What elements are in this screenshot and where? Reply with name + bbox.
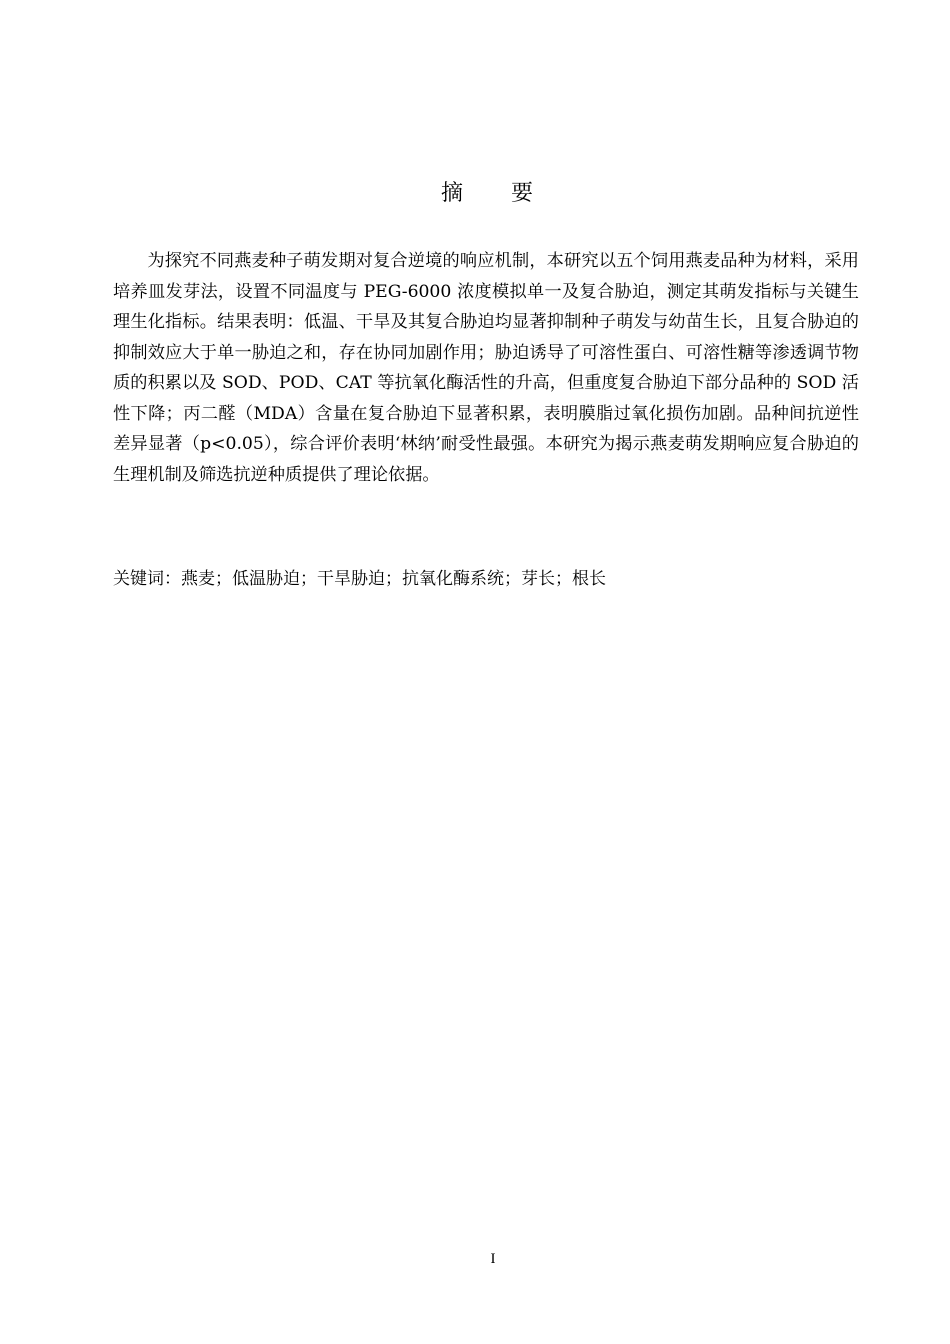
page-number: I	[490, 1251, 496, 1267]
heading-char-2: 要	[511, 181, 534, 206]
heading-char-1: 摘	[440, 181, 463, 206]
keywords-list: 燕麦；低温胁迫；干旱胁迫；抗氧化酶系统；芽长；根长	[181, 569, 606, 589]
abstract-body: 为探究不同燕麦种子萌发期对复合逆境的响应机制，本研究以五个饲用燕麦品种为材料，采用培养皿发芽法，设置不同温度与 PEG-6000 浓度模拟单一及复合胁迫，测定其萌发指标与关键生理生化指标。结果表明：低温、干旱及其复合胁迫均显著抑制种子萌发与幼苗生长，且复合胁迫的抑制效应大于单一胁迫之和，存在协同加剧作用；胁迫诱导了可溶性蛋白、可溶性糖等渗透调节物质的积累以及 SOD、POD、CAT 等抗氧化酶活性的升高，但重度复合胁迫下部分品种的 SOD 活性下降；丙二醛（MDA）含量在复合胁迫下显著积累，表明膜脂过氧化损伤加剧。品种间抗逆性差异显著（p<0.05），综合评价表明‘林纳’耐受性最强。本研究为揭示燕麦萌发期响应复合胁迫的生理机制及筛选抗逆种质提供了理论依据。	[113, 251, 859, 485]
abstract-heading	[0, 178, 950, 210]
keywords-label: 关键词：	[113, 569, 181, 589]
keywords-line	[113, 565, 859, 593]
